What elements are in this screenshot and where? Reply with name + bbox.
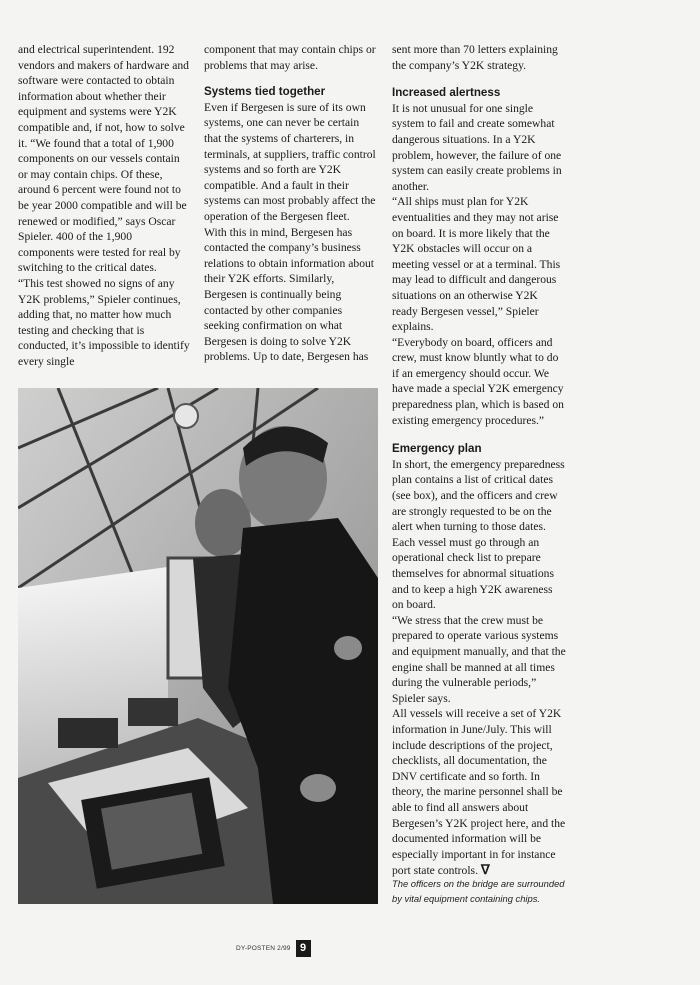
paragraph: In short, the emergency preparedness plan contains a list of critical dates (see box), and the officers and crew are strongly requested to be on the alert when turning to those dates. Each vessel must go through an operational check list to prepare themselves for abnormal situations and to keep a high Y2K awareness on board. bbox=[392, 457, 565, 612]
paragraph: With this in mind, Bergesen has contacted the company’s business relations to obtain information about their Y2K efforts. Similarly, Bergesen is continually being contacted by other companies seeking confirmation on what Bergesen is doing to solve Y2K problems. Up to date, Bergesen has bbox=[204, 225, 375, 364]
section-heading-systems-tied-together: Systems tied together bbox=[204, 85, 326, 99]
paragraph: It is not unusual for one single system to fail and create somewhat dangerous situations. In a Y2K problem, however, the failure of one system can easily create problems in another. bbox=[392, 101, 562, 193]
paragraph: sent more than 70 letters explaining the company’s Y2K strategy. bbox=[392, 43, 558, 72]
text-column-1 bbox=[18, 42, 190, 369]
end-mark-icon: ᐁ bbox=[480, 862, 490, 878]
text-column-2 bbox=[204, 42, 378, 365]
paragraph: and electrical superintendent. 192 vendors and makers of hardware and software were contacted to obtain information about whether their equipment and systems were Y2K compatible and, if not, how to solve it. “We found that a total of 1,900 components on our vessels contain or may contain chips. Of these, around 6 percent were found not to be year 2000 compatible and will be renewed or modified,” says Oscar Spieler. 400 of the 1,900 components were tested for real by switching to the critical dates. bbox=[18, 43, 189, 275]
page-footer bbox=[236, 940, 311, 957]
section-heading-increased-alertness: Increased alertness bbox=[392, 86, 501, 100]
section-heading-emergency-plan: Emergency plan bbox=[392, 442, 482, 456]
paragraph bbox=[392, 706, 566, 879]
paragraph: component that may contain chips or problems that may arise. bbox=[204, 43, 376, 72]
paragraph: Even if Bergesen is sure of its own systems, one can never be certain that the systems of charterers, in terminals, at suppliers, traffic control systems and so forth are Y2K compatible. And a fault in their systems can most probably affect the operation of the Bergesen fleet. bbox=[204, 100, 376, 223]
paragraph-text: All vessels will receive a set of Y2K information in June/July. This will include descriptions of the project, checklists, all documentation, the DNV certificate and so forth. In theory, the marine personnel shall be able to find all answers about Bergesen’s Y2K project here, and the documented information will be especially important in for instance port state controls. bbox=[392, 707, 566, 878]
paragraph: “We stress that the crew must be prepared to operate various systems and equipment manually, and that the engine shall be manned at all times during the vulnerable periods,” Spieler says. bbox=[392, 613, 566, 705]
paragraph: “This test showed no signs of any Y2K problems,” Spieler continues, adding that, no matter how much testing and checking that is conducted, it’s impossible to identify every single bbox=[18, 276, 190, 368]
photo-caption: The officers on the bridge are surrounded by vital equipment containing chips. bbox=[392, 878, 565, 904]
paragraph: “Everybody on board, officers and crew, must know bluntly what to do if an emergency should occur. We have made a special Y2K emergency preparedness plan, which is based on existing emergency procedures.” bbox=[392, 335, 564, 427]
text-column-3 bbox=[392, 42, 566, 879]
bridge-officers-photo bbox=[18, 388, 378, 904]
paragraph: “All ships must plan for Y2K eventualities and they may not arise on board. It is more likely that the Y2K obstacles will occur on a meeting vessel or at a terminal. This may lead to difficult and dangerous situations on an otherwise Y2K ready Bergesen vessel,” Spieler explains. bbox=[392, 195, 561, 334]
publication-name: DY-POSTEN 2/99 bbox=[236, 945, 291, 952]
page-number: 9 bbox=[296, 940, 311, 957]
